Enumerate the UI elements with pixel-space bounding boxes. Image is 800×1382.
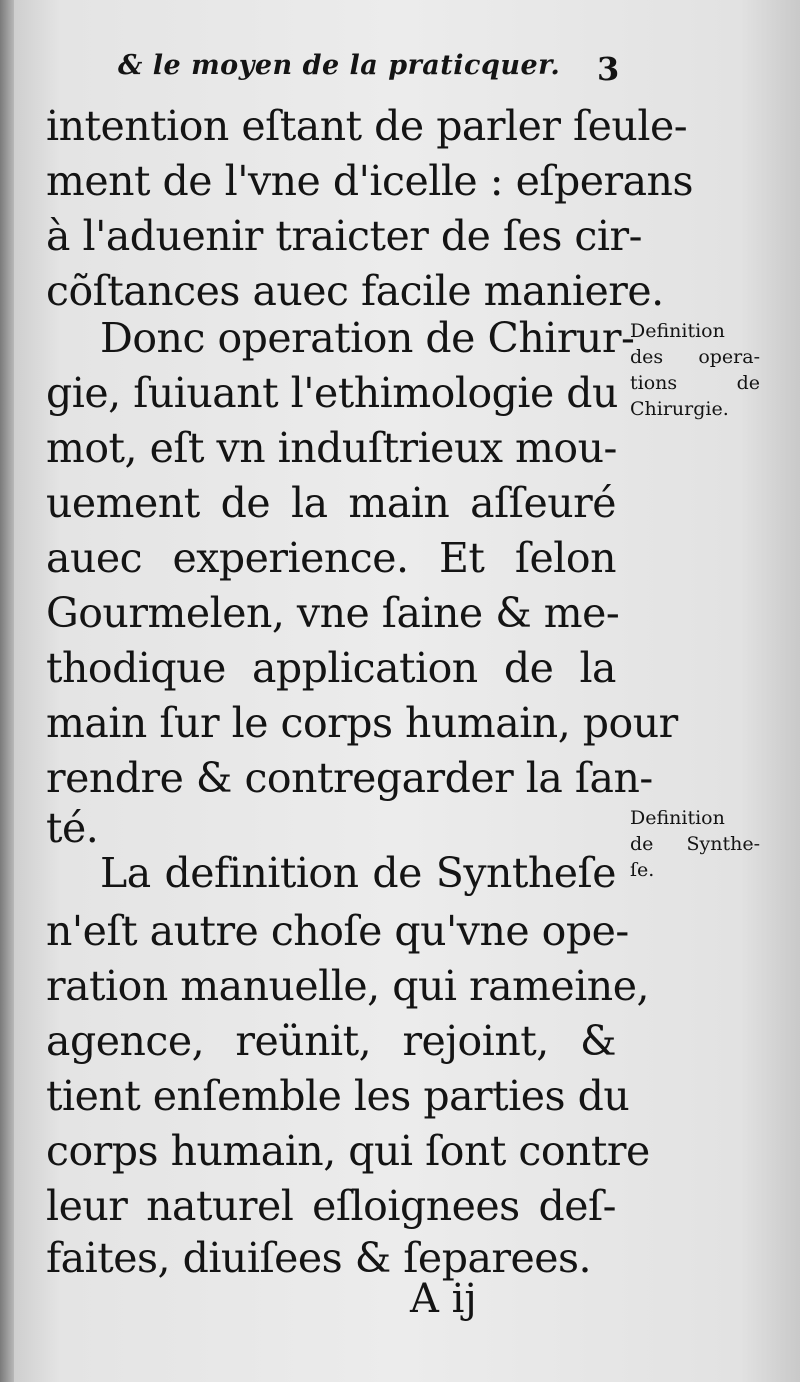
margin-note-line: tions de bbox=[630, 372, 760, 394]
text-line: n'eſt autre choſe qu'vne ope- bbox=[46, 907, 629, 955]
text-line: thodique application de la bbox=[46, 644, 616, 692]
text-line: cõſtances auec facile maniere. bbox=[46, 267, 664, 315]
text-line: tient enſemble les parties du bbox=[46, 1072, 630, 1120]
text-line: Donc operation de Chirur- bbox=[100, 314, 635, 362]
text-line: La definition de Syntheſe bbox=[100, 849, 616, 897]
text-line: à l'aduenir traicter de ſes cir- bbox=[46, 212, 642, 260]
page-gutter-shadow bbox=[0, 0, 14, 1382]
text-line: auec experience. Et ſelon bbox=[46, 534, 616, 582]
text-line: Gourmelen, vne ſaine & me- bbox=[46, 589, 620, 637]
text-line: mot, eſt vn induſtrieux mou- bbox=[46, 424, 617, 472]
text-line: ment de l'vne d'icelle : eſperans bbox=[46, 157, 694, 205]
text-line: leur naturel eſloignees deſ- bbox=[46, 1182, 616, 1230]
page-number: 3 bbox=[597, 50, 620, 88]
signature-mark: A ij bbox=[410, 1276, 477, 1322]
margin-note-line: des opera- bbox=[630, 346, 760, 368]
text-line: corps humain, qui ſont contre bbox=[46, 1127, 650, 1175]
margin-note-line: Chirurgie. bbox=[630, 398, 729, 420]
text-line: agence, reünit, rejoint, & bbox=[46, 1017, 616, 1065]
text-line: intention eſtant de parler ſeule- bbox=[46, 102, 688, 150]
margin-note-synthese bbox=[630, 805, 760, 883]
margin-note-line: de Synthe- bbox=[630, 833, 760, 855]
text-line: uement de la main aſſeuré bbox=[46, 479, 616, 527]
text-line: rendre & contregarder la ſan- bbox=[46, 754, 653, 802]
text-line: faites, diuiſees & ſeparees. bbox=[46, 1234, 592, 1282]
text-line: té. bbox=[46, 804, 99, 852]
text-line: ration manuelle, qui rameine, bbox=[46, 962, 650, 1010]
margin-note-line: ſe. bbox=[630, 859, 655, 881]
text-line: main ſur le corps humain, pour bbox=[46, 699, 678, 747]
margin-note-line: Definition bbox=[630, 807, 725, 829]
margin-note-chirurgie bbox=[630, 318, 760, 422]
margin-note-line: Definition bbox=[630, 320, 725, 342]
text-line: gie, ſuiuant l'ethimologie du bbox=[46, 369, 618, 417]
running-head: & le moyen de la praticquer. bbox=[118, 50, 561, 81]
